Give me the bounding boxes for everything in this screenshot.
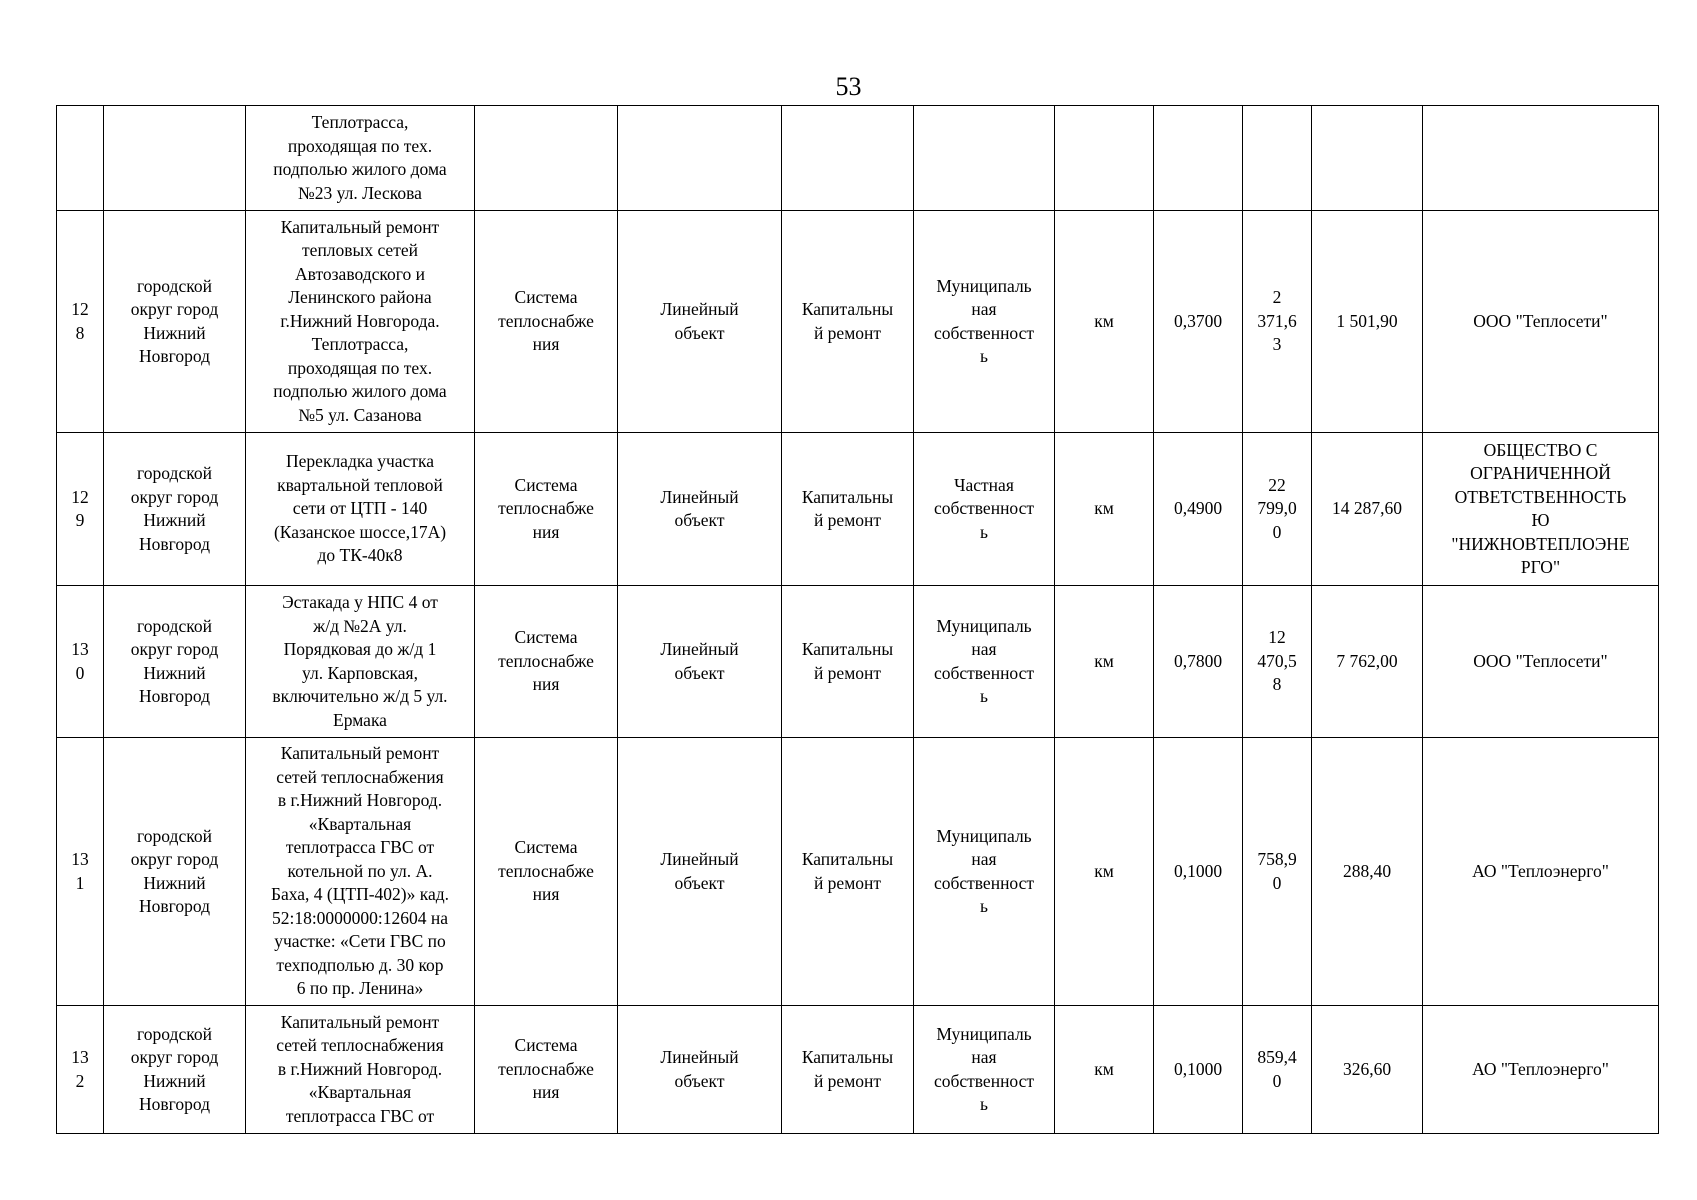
cell-system: Система теплоснабже ния — [475, 1006, 618, 1134]
cell-unit: км — [1055, 433, 1154, 586]
cell-unit: км — [1055, 211, 1154, 433]
cell-description: Теплотрасса, проходящая по тех. подполью жилого дома №23 ул. Лескова — [246, 106, 475, 211]
cell-length: 0,1000 — [1154, 1006, 1243, 1134]
cell-length — [1154, 106, 1243, 211]
cell-number: 12 8 — [57, 211, 104, 433]
cell-municipality: городской округ город Нижний Новгород — [104, 586, 246, 738]
investment-table — [56, 105, 1659, 1134]
cell-system: Система теплоснабже ния — [475, 738, 618, 1006]
cell-value: 326,60 — [1312, 1006, 1423, 1134]
table-row — [57, 106, 1659, 211]
cell-ownership: Муниципаль ная собственност ь — [914, 586, 1055, 738]
cell-value: 1 501,90 — [1312, 211, 1423, 433]
cell-object-type: Линейный объект — [618, 433, 782, 586]
cell-municipality — [104, 106, 246, 211]
cell-unit: км — [1055, 738, 1154, 1006]
cell-length: 0,4900 — [1154, 433, 1243, 586]
cell-owner: ООО "Теплосети" — [1423, 211, 1659, 433]
table-row — [57, 433, 1659, 586]
cell-description: Эстакада у НПС 4 от ж/д №2А ул. Порядковая до ж/д 1 ул. Карповская, включительно ж/д 5 ул. Ермака — [246, 586, 475, 738]
cell-ownership: Частная собственност ь — [914, 433, 1055, 586]
page-number: 53 — [835, 72, 862, 101]
cell-system: Система теплоснабже ния — [475, 211, 618, 433]
table-row — [57, 586, 1659, 738]
cell-owner — [1423, 106, 1659, 211]
cell-work-type: Капитальны й ремонт — [782, 211, 914, 433]
cell-ownership: Муниципаль ная собственност ь — [914, 1006, 1055, 1134]
cell-cost: 758,9 0 — [1243, 738, 1312, 1006]
table-row — [57, 1006, 1659, 1134]
cell-owner: ООО "Теплосети" — [1423, 586, 1659, 738]
cell-unit — [1055, 106, 1154, 211]
cell-length: 0,7800 — [1154, 586, 1243, 738]
cell-object-type — [618, 106, 782, 211]
cell-value — [1312, 106, 1423, 211]
cell-owner: АО "Теплоэнерго" — [1423, 1006, 1659, 1134]
cell-description: Капитальный ремонт сетей теплоснабжения в г.Нижний Новгород. «Квартальная теплотрасса ГВС от котельной по ул. А. Баха, 4 (ЦТП-402)» кад. 52:18:0000000:12604 на участке: «Сети ГВС по техподполью д. 30 кор 6 по пр. Ленина» — [246, 738, 475, 1006]
cell-cost: 22 799,0 0 — [1243, 433, 1312, 586]
cell-municipality: городской округ город Нижний Новгород — [104, 211, 246, 433]
cell-work-type: Капитальны й ремонт — [782, 586, 914, 738]
table-row — [57, 738, 1659, 1006]
table-row — [57, 211, 1659, 433]
cell-number: 13 1 — [57, 738, 104, 1006]
cell-number: 13 0 — [57, 586, 104, 738]
cell-description: Капитальный ремонт тепловых сетей Автозаводского и Ленинского района г.Нижний Новгорода. Теплотрасса, проходящая по тех. подполью жилого дома №5 ул. Сазанова — [246, 211, 475, 433]
cell-cost: 12 470,5 8 — [1243, 586, 1312, 738]
cell-ownership — [914, 106, 1055, 211]
cell-unit: км — [1055, 586, 1154, 738]
cell-number — [57, 106, 104, 211]
cell-municipality: городской округ город Нижний Новгород — [104, 433, 246, 586]
cell-system: Система теплоснабже ния — [475, 433, 618, 586]
cell-system — [475, 106, 618, 211]
cell-cost: 859,4 0 — [1243, 1006, 1312, 1134]
cell-length: 0,3700 — [1154, 211, 1243, 433]
cell-description: Капитальный ремонт сетей теплоснабжения в г.Нижний Новгород. «Квартальная теплотрасса ГВС от — [246, 1006, 475, 1134]
cell-value: 288,40 — [1312, 738, 1423, 1006]
cell-object-type: Линейный объект — [618, 586, 782, 738]
cell-owner: АО "Теплоэнерго" — [1423, 738, 1659, 1006]
cell-system: Система теплоснабже ния — [475, 586, 618, 738]
cell-municipality: городской округ город Нижний Новгород — [104, 738, 246, 1006]
cell-cost — [1243, 106, 1312, 211]
cell-value: 14 287,60 — [1312, 433, 1423, 586]
cell-unit: км — [1055, 1006, 1154, 1134]
cell-work-type — [782, 106, 914, 211]
cell-work-type: Капитальны й ремонт — [782, 738, 914, 1006]
cell-ownership: Муниципаль ная собственност ь — [914, 738, 1055, 1006]
cell-work-type: Капитальны й ремонт — [782, 1006, 914, 1134]
cell-municipality: городской округ город Нижний Новгород — [104, 1006, 246, 1134]
cell-cost: 2 371,6 3 — [1243, 211, 1312, 433]
cell-number: 12 9 — [57, 433, 104, 586]
cell-ownership: Муниципаль ная собственност ь — [914, 211, 1055, 433]
cell-object-type: Линейный объект — [618, 211, 782, 433]
cell-work-type: Капитальны й ремонт — [782, 433, 914, 586]
cell-object-type: Линейный объект — [618, 1006, 782, 1134]
cell-number: 13 2 — [57, 1006, 104, 1134]
cell-length: 0,1000 — [1154, 738, 1243, 1006]
cell-description: Перекладка участка квартальной тепловой сети от ЦТП - 140 (Казанское шоссе,17А) до ТК-40к8 — [246, 433, 475, 586]
cell-object-type: Линейный объект — [618, 738, 782, 1006]
cell-owner: ОБЩЕСТВО С ОГРАНИЧЕННОЙ ОТВЕТСТВЕННОСТЬ Ю "НИЖНОВТЕПЛОЭНЕ РГО" — [1423, 433, 1659, 586]
cell-value: 7 762,00 — [1312, 586, 1423, 738]
